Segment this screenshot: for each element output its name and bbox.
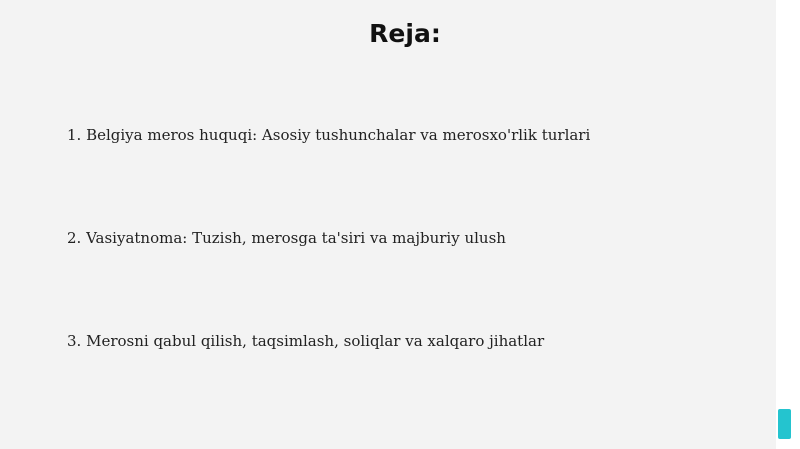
plan-item-2: 2. Vasiyatnoma: Tuzish, merosga ta'siri va majburiy ulush: [67, 229, 506, 247]
scrollbar-track[interactable]: [776, 0, 800, 449]
scrollbar-thumb[interactable]: [778, 409, 791, 439]
plan-item-1: 1. Belgiya meros huquqi: Asosiy tushunchalar va merosxo'rlik turlari: [67, 126, 591, 144]
plan-item-3: 3. Merosni qabul qilish, taqsimlash, soliqlar va xalqaro jihatlar: [67, 332, 545, 350]
slide-title: Reja:: [369, 19, 441, 48]
